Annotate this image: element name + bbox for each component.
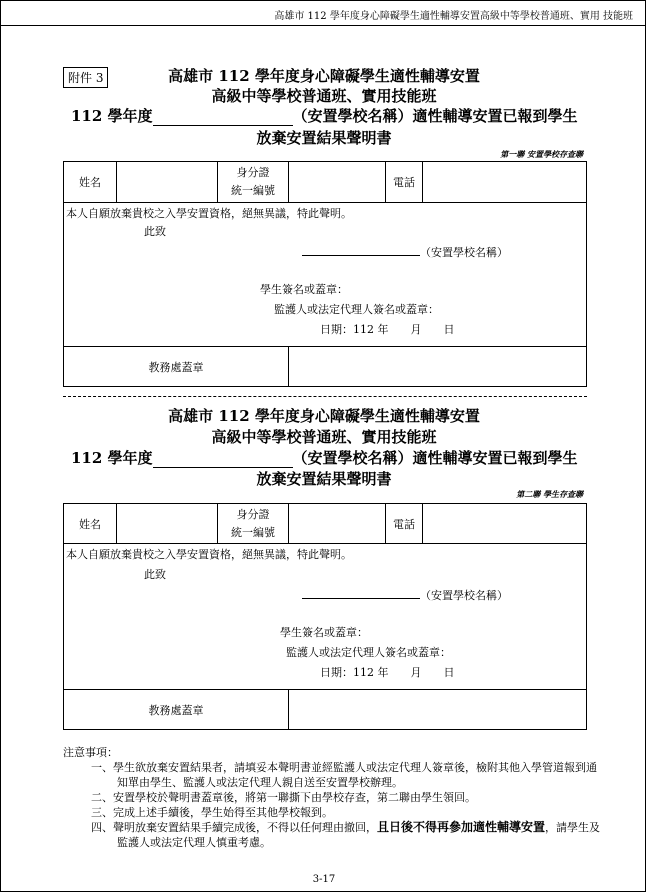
phone-label: 電話 bbox=[386, 504, 423, 544]
note-number: 一、 bbox=[91, 761, 113, 774]
to-text: 此致 bbox=[144, 568, 166, 581]
form1-title-line1: 高雄市 112 學年度身心障礙學生適性輔導安置 bbox=[168, 67, 480, 85]
note-number: 四、 bbox=[91, 821, 113, 834]
notes-heading: 注意事項： bbox=[63, 746, 118, 759]
id-field[interactable] bbox=[289, 504, 386, 544]
school-name-line bbox=[302, 243, 508, 260]
note-text-tail: ，請學生及監護人或法定代理人慎重考慮。 bbox=[117, 821, 601, 849]
statement-cell bbox=[64, 544, 587, 690]
office-seal-field[interactable] bbox=[289, 690, 587, 730]
id-label-line1: 身分證 bbox=[236, 507, 270, 521]
name-label: 姓名 bbox=[64, 162, 117, 203]
notes-section bbox=[63, 745, 603, 850]
header-rule bbox=[1, 25, 645, 26]
note-text: 完成上述手續後，學生始得至其他學校報到。 bbox=[113, 806, 333, 819]
student-sign: 學生簽名或蓋章： bbox=[280, 626, 368, 639]
form2-title-line4: 放棄安置結果聲明書 bbox=[256, 470, 392, 488]
form2-year: 112 學年度 bbox=[71, 449, 153, 467]
id-field[interactable] bbox=[289, 162, 386, 203]
form2-title-line3 bbox=[71, 447, 578, 468]
form1-title-line2: 高級中等學校普通班、實用技能班 bbox=[211, 87, 437, 105]
note-number: 二、 bbox=[91, 791, 113, 804]
form1-title-line3 bbox=[71, 105, 578, 126]
name-field[interactable] bbox=[117, 162, 218, 203]
office-seal-field[interactable] bbox=[289, 347, 587, 387]
note-item bbox=[63, 760, 603, 790]
running-header: 高雄市 112 學年度身心障礙學生適性輔導安置高級中等學校普通班、實用 技能班 bbox=[274, 11, 633, 22]
form1-copy-label: 第一聯 安置學校存查聯 bbox=[500, 149, 583, 159]
note-item bbox=[63, 820, 603, 850]
form1-table bbox=[63, 161, 587, 387]
id-label-line2: 統一編號 bbox=[231, 525, 275, 539]
statement-text: 本人自願放棄貴校之入學安置資格，絕無異議，特此聲明。 bbox=[66, 207, 352, 220]
form2-school-blank[interactable] bbox=[153, 453, 293, 468]
phone-field[interactable] bbox=[423, 504, 587, 544]
form1-title-line4: 放棄安置結果聲明書 bbox=[256, 129, 392, 147]
note-item bbox=[63, 805, 603, 820]
date-line: 日期：112 年 月 日 bbox=[320, 323, 455, 336]
form1-title-suffix: （安置學校名稱）適性輔導安置已報到學生 bbox=[292, 107, 578, 125]
phone-label: 電話 bbox=[386, 162, 423, 203]
school-name-label: （安置學校名稱） bbox=[420, 246, 508, 259]
attachment-label: 附件 3 bbox=[63, 67, 108, 88]
guardian-sign: 監護人或法定代理人簽名或蓋章： bbox=[286, 646, 451, 659]
statement-text: 本人自願放棄貴校之入學安置資格，絕無異議，特此聲明。 bbox=[66, 548, 352, 561]
form2-title-suffix: （安置學校名稱）適性輔導安置已報到學生 bbox=[292, 449, 578, 467]
page-number: 3-17 bbox=[312, 874, 336, 885]
form1-school-blank[interactable] bbox=[153, 111, 293, 126]
school-name-blank[interactable] bbox=[302, 243, 420, 256]
school-name-label: （安置學校名稱） bbox=[420, 589, 508, 602]
guardian-sign: 監護人或法定代理人簽名或蓋章： bbox=[274, 303, 439, 316]
note-text: 學生欲放棄安置結果者，請填妥本聲明書並經監護人或法定代理人簽章後，檢附其他入學管道報到通知單由學生、監護人或法定代理人親自送至安置學校辦理。 bbox=[113, 761, 597, 789]
id-label bbox=[218, 162, 289, 203]
office-seal-label: 教務處蓋章 bbox=[64, 690, 289, 730]
name-label: 姓名 bbox=[64, 504, 117, 544]
name-field[interactable] bbox=[117, 504, 218, 544]
id-label-line2: 統一編號 bbox=[231, 184, 275, 197]
note-item bbox=[63, 790, 603, 805]
to-text: 此致 bbox=[144, 225, 166, 238]
form1-year: 112 學年度 bbox=[71, 107, 153, 125]
note-text: 聲明放棄安置結果手續完成後，不得以任何理由撤回， bbox=[113, 821, 377, 834]
student-sign: 學生簽名或蓋章： bbox=[260, 283, 348, 296]
school-name-line bbox=[302, 586, 508, 603]
id-label bbox=[218, 504, 289, 544]
form2-copy-label: 第二聯 學生存查聯 bbox=[516, 489, 583, 499]
form2-title-line1: 高雄市 112 學年度身心障礙學生適性輔導安置 bbox=[168, 407, 480, 425]
office-seal-label: 教務處蓋章 bbox=[64, 347, 289, 387]
school-name-blank[interactable] bbox=[302, 586, 420, 599]
id-label-line1: 身分證 bbox=[236, 166, 270, 179]
note-number: 三、 bbox=[91, 806, 113, 819]
form2-table bbox=[63, 503, 587, 730]
phone-field[interactable] bbox=[423, 162, 587, 203]
note-text: 安置學校於聲明書蓋章後，將第一聯撕下由學校存查，第二聯由學生領回。 bbox=[113, 791, 476, 804]
tear-line bbox=[63, 396, 587, 397]
form2-title-line2: 高級中等學校普通班、實用技能班 bbox=[211, 428, 437, 446]
note-bold-text: 且日後不得再參加適性輔導安置 bbox=[377, 820, 546, 834]
date-line: 日期：112 年 月 日 bbox=[320, 666, 455, 679]
statement-cell bbox=[64, 203, 587, 347]
